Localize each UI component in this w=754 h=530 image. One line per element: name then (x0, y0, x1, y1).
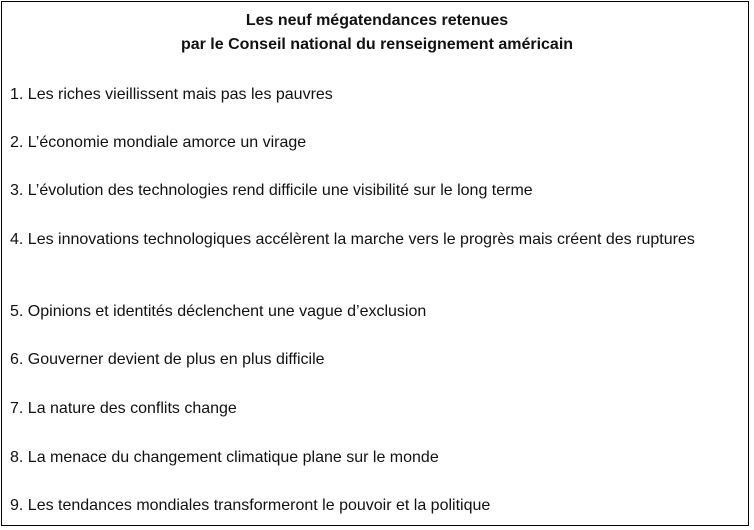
trend-3-text: 3. L’évolution des technologies rend difficile une visibilité sur le long terme (10, 182, 533, 199)
list-item (10, 179, 744, 203)
title-line-1: Les neuf mégatendances retenues (245, 12, 509, 29)
trend-6-text: 6. Gouverner devient de plus en plus difficile (10, 351, 325, 368)
list-item (10, 397, 744, 421)
title-line-2: par le Conseil national du renseignement américain (180, 36, 574, 53)
list-item (10, 83, 744, 107)
list-item (10, 446, 744, 470)
list-item (10, 494, 744, 518)
trend-7-text: 7. La nature des conflits change (10, 400, 237, 417)
trend-1-text: 1. Les riches vieillissent mais pas les pauvres (10, 86, 333, 103)
trend-5-text: 5. Opinions et identités déclenchent une vague d’exclusion (10, 303, 427, 320)
trend-4-text: 4. Les innovations technologiques accélèrent la marche vers le progrès mais créent des ruptures (10, 231, 695, 248)
list-item (10, 348, 744, 372)
trend-2-text: 2. L’économie mondiale amorce un virage (10, 134, 307, 151)
trend-9-text: 9. Les tendances mondiales transformeront le pouvoir et la politique (10, 497, 491, 514)
list-item (10, 131, 744, 155)
trend-8-text: 8. La menace du changement climatique plane sur le monde (10, 449, 439, 466)
list-item (10, 300, 744, 324)
list-item (10, 228, 744, 252)
document-title (0, 9, 754, 57)
